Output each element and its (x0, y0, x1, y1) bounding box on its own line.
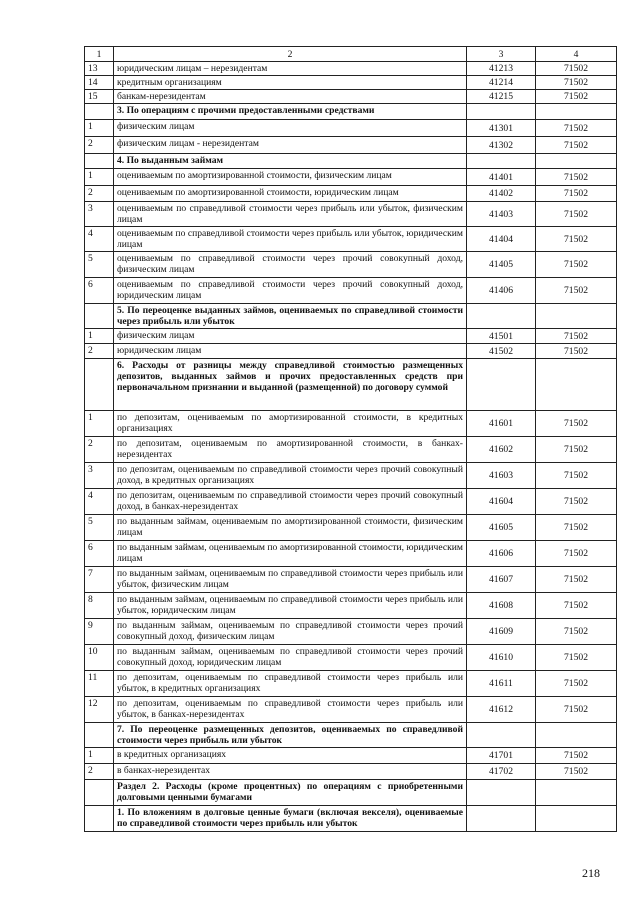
row-description-cell: в кредитных организациях (114, 748, 467, 764)
table-row (85, 671, 617, 697)
table-row (85, 169, 617, 186)
row-symbol-cell: 71502 (536, 515, 617, 541)
row-number-cell: 14 (85, 76, 114, 90)
row-symbol-cell: 71502 (536, 567, 617, 593)
row-account-cell: 41602 (467, 437, 536, 463)
row-symbol-cell: 71502 (536, 671, 617, 697)
table-row (85, 90, 617, 104)
row-number-cell: 3 (85, 202, 114, 227)
row-account-cell: 41610 (467, 645, 536, 671)
row-number-cell (85, 154, 114, 169)
row-symbol-cell: 71502 (536, 278, 617, 304)
row-symbol-cell: 71502 (536, 463, 617, 489)
row-symbol-cell: 71502 (536, 437, 617, 463)
table-row (85, 344, 617, 359)
row-description-cell: 5. По переоценке выданных займов, оцениваемых по справедливой стоимости через прибыль или убыток (114, 304, 467, 329)
row-symbol-cell (536, 359, 617, 411)
row-symbol-cell: 71502 (536, 202, 617, 227)
table-row (85, 515, 617, 541)
row-number-cell: 4 (85, 227, 114, 252)
row-number-cell: 12 (85, 697, 114, 723)
table-row (85, 62, 617, 76)
table-row (85, 252, 617, 278)
table-row (85, 186, 617, 202)
row-symbol-cell: 71502 (536, 619, 617, 645)
row-number-cell: 7 (85, 567, 114, 593)
row-number-cell: 15 (85, 90, 114, 104)
row-description-cell: юридическим лицам (114, 344, 467, 359)
row-account-cell (467, 780, 536, 806)
row-account-cell: 41609 (467, 619, 536, 645)
table-row (85, 278, 617, 304)
row-description-cell: оцениваемым по амортизированной стоимости, юридическим лицам (114, 186, 467, 202)
row-number-cell: 6 (85, 541, 114, 567)
table-row (85, 76, 617, 90)
table-row (85, 411, 617, 437)
row-description-cell: оцениваемым по амортизированной стоимости, физическим лицам (114, 169, 467, 186)
table-row (85, 329, 617, 344)
row-account-cell: 41213 (467, 62, 536, 76)
header-col-4: 4 (536, 47, 617, 62)
row-description-cell: физическим лицам (114, 120, 467, 137)
row-number-cell: 1 (85, 411, 114, 437)
row-account-cell: 41502 (467, 344, 536, 359)
row-number-cell: 11 (85, 671, 114, 697)
row-description-cell: 4. По выданным займам (114, 154, 467, 169)
row-description-cell: юридическим лицам – нерезидентам (114, 62, 467, 76)
header-col-3: 3 (467, 47, 536, 62)
row-number-cell: 13 (85, 62, 114, 76)
row-symbol-cell (536, 154, 617, 169)
row-account-cell (467, 304, 536, 329)
table-row (85, 541, 617, 567)
row-number-cell: 2 (85, 437, 114, 463)
row-description-cell: по депозитам, оцениваемым по справедливой стоимости через прочий совокупный доход, в банках-нерезидентах (114, 489, 467, 515)
row-number-cell: 8 (85, 593, 114, 619)
section-header-row (85, 304, 617, 329)
section-header-row (85, 359, 617, 411)
row-account-cell (467, 104, 536, 120)
row-description-cell: по выданным займам, оцениваемым по справедливой стоимости через прочий совокупный доход, юридическим лицам (114, 645, 467, 671)
row-description-cell: оцениваемым по справедливой стоимости через прочий совокупный доход, физическим лицам (114, 252, 467, 278)
row-account-cell: 41601 (467, 411, 536, 437)
table-row (85, 764, 617, 780)
row-number-cell: 3 (85, 463, 114, 489)
section-header-row (85, 780, 617, 806)
row-description-cell: по депозитам, оцениваемым по справедливой стоимости через прибыль или убыток, в банках-нерезидентах (114, 697, 467, 723)
row-symbol-cell (536, 104, 617, 120)
row-description-cell: 1. По вложениям в долговые ценные бумаги (включая векселя), оцениваемые по справедливой стоимости через прибыль или убыток (114, 806, 467, 832)
row-account-cell: 41401 (467, 169, 536, 186)
row-symbol-cell: 71502 (536, 344, 617, 359)
row-symbol-cell: 71502 (536, 541, 617, 567)
section-header-row (85, 806, 617, 832)
row-symbol-cell: 71502 (536, 489, 617, 515)
table-row (85, 567, 617, 593)
row-symbol-cell: 71502 (536, 120, 617, 137)
row-number-cell: 5 (85, 515, 114, 541)
row-description-cell: 3. По операциям с прочими предоставленными средствами (114, 104, 467, 120)
header-row (85, 47, 617, 62)
row-account-cell: 41404 (467, 227, 536, 252)
row-number-cell: 4 (85, 489, 114, 515)
row-description-cell: по выданным займам, оцениваемым по справедливой стоимости через прочий совокупный доход, физическим лицам (114, 619, 467, 645)
row-account-cell: 41214 (467, 76, 536, 90)
row-symbol-cell: 71502 (536, 169, 617, 186)
row-account-cell: 41501 (467, 329, 536, 344)
row-description-cell: физическим лицам (114, 329, 467, 344)
row-description-cell: кредитным организациям (114, 76, 467, 90)
row-symbol-cell: 71502 (536, 186, 617, 202)
row-number-cell: 1 (85, 329, 114, 344)
row-number-cell: 6 (85, 278, 114, 304)
row-account-cell: 41215 (467, 90, 536, 104)
row-number-cell: 2 (85, 764, 114, 780)
table-row (85, 748, 617, 764)
row-number-cell (85, 806, 114, 832)
accounts-table (84, 46, 617, 832)
row-description-cell: по выданным займам, оцениваемым по справедливой стоимости через прибыль или убыток, физическим лицам (114, 567, 467, 593)
row-account-cell: 41606 (467, 541, 536, 567)
row-number-cell (85, 304, 114, 329)
table-row (85, 463, 617, 489)
row-number-cell: 2 (85, 137, 114, 154)
row-description-cell: Раздел 2. Расходы (кроме процентных) по операциям с приобретенными долговыми ценными бумагами (114, 780, 467, 806)
row-symbol-cell: 71502 (536, 645, 617, 671)
row-description-cell: в банках-нерезидентах (114, 764, 467, 780)
header-col-2: 2 (114, 47, 467, 62)
row-number-cell: 1 (85, 169, 114, 186)
row-symbol-cell: 71502 (536, 329, 617, 344)
table-row (85, 619, 617, 645)
section-header-row (85, 104, 617, 120)
table-row (85, 645, 617, 671)
row-symbol-cell (536, 723, 617, 748)
row-symbol-cell (536, 806, 617, 832)
row-number-cell (85, 104, 114, 120)
row-symbol-cell: 71502 (536, 748, 617, 764)
row-description-cell: по выданным займам, оцениваемым по справедливой стоимости через прибыль или убыток, юридическим лицам (114, 593, 467, 619)
row-number-cell: 10 (85, 645, 114, 671)
table-row (85, 120, 617, 137)
row-account-cell: 41701 (467, 748, 536, 764)
row-number-cell: 1 (85, 120, 114, 137)
row-description-cell: банкам-нерезидентам (114, 90, 467, 104)
row-symbol-cell: 71502 (536, 252, 617, 278)
row-symbol-cell: 71502 (536, 137, 617, 154)
table-row (85, 202, 617, 227)
row-symbol-cell (536, 304, 617, 329)
row-account-cell: 41611 (467, 671, 536, 697)
row-account-cell (467, 154, 536, 169)
row-description-cell: по выданным займам, оцениваемым по амортизированной стоимости, юридическим лицам (114, 541, 467, 567)
table-body (85, 47, 617, 832)
table-row (85, 593, 617, 619)
section-header-row (85, 723, 617, 748)
header-col-1: 1 (85, 47, 114, 62)
row-number-cell: 5 (85, 252, 114, 278)
row-account-cell: 41405 (467, 252, 536, 278)
row-account-cell: 41612 (467, 697, 536, 723)
row-symbol-cell: 71502 (536, 697, 617, 723)
row-symbol-cell: 71502 (536, 76, 617, 90)
table-row (85, 227, 617, 252)
page-number: 218 (582, 866, 600, 880)
row-description-cell: по депозитам, оцениваемым по амортизированной стоимости, в кредитных организациях (114, 411, 467, 437)
row-symbol-cell: 71502 (536, 90, 617, 104)
row-description-cell: 7. По переоценке размещенных депозитов, оцениваемых по справедливой стоимости через прибыль или убыток (114, 723, 467, 748)
row-description-cell: оцениваемым по справедливой стоимости через прибыль или убыток, юридическим лицам (114, 227, 467, 252)
row-account-cell: 41605 (467, 515, 536, 541)
row-account-cell: 41702 (467, 764, 536, 780)
row-description-cell: оцениваемым по справедливой стоимости через прочий совокупный доход, юридическим лицам (114, 278, 467, 304)
row-account-cell: 41402 (467, 186, 536, 202)
row-symbol-cell: 71502 (536, 227, 617, 252)
row-account-cell: 41403 (467, 202, 536, 227)
row-account-cell: 41301 (467, 120, 536, 137)
row-number-cell: 1 (85, 748, 114, 764)
row-description-cell: по депозитам, оцениваемым по амортизированной стоимости, в банках-нерезидентах (114, 437, 467, 463)
row-account-cell (467, 723, 536, 748)
table-row (85, 437, 617, 463)
row-symbol-cell: 71502 (536, 764, 617, 780)
row-description-cell: по депозитам, оцениваемым по справедливой стоимости через прибыль или убыток, в кредитных организациях (114, 671, 467, 697)
row-symbol-cell: 71502 (536, 411, 617, 437)
row-description-cell: по депозитам, оцениваемым по справедливой стоимости через прочий совокупный доход, в кредитных организациях (114, 463, 467, 489)
row-number-cell: 2 (85, 344, 114, 359)
row-account-cell: 41608 (467, 593, 536, 619)
row-account-cell (467, 359, 536, 411)
row-account-cell (467, 806, 536, 832)
table-row (85, 697, 617, 723)
row-account-cell: 41302 (467, 137, 536, 154)
row-description-cell: 6. Расходы от разницы между справедливой стоимостью размещенных депозитов, выданных займов и прочих предоставленных средств при первоначальном признании и выданной (размещенной) по договору суммой (114, 359, 467, 411)
row-symbol-cell: 71502 (536, 62, 617, 76)
row-number-cell (85, 723, 114, 748)
section-header-row (85, 154, 617, 169)
row-account-cell: 41603 (467, 463, 536, 489)
row-description-cell: по выданным займам, оцениваемым по амортизированной стоимости, физическим лицам (114, 515, 467, 541)
row-number-cell: 9 (85, 619, 114, 645)
row-account-cell: 41406 (467, 278, 536, 304)
row-account-cell: 41607 (467, 567, 536, 593)
table-row (85, 489, 617, 515)
row-number-cell: 2 (85, 186, 114, 202)
row-number-cell (85, 780, 114, 806)
row-account-cell: 41604 (467, 489, 536, 515)
row-description-cell: физическим лицам - нерезидентам (114, 137, 467, 154)
row-number-cell (85, 359, 114, 411)
row-symbol-cell (536, 780, 617, 806)
row-description-cell: оцениваемым по справедливой стоимости через прибыль или убыток, физическим лицам (114, 202, 467, 227)
row-symbol-cell: 71502 (536, 593, 617, 619)
table-row (85, 137, 617, 154)
